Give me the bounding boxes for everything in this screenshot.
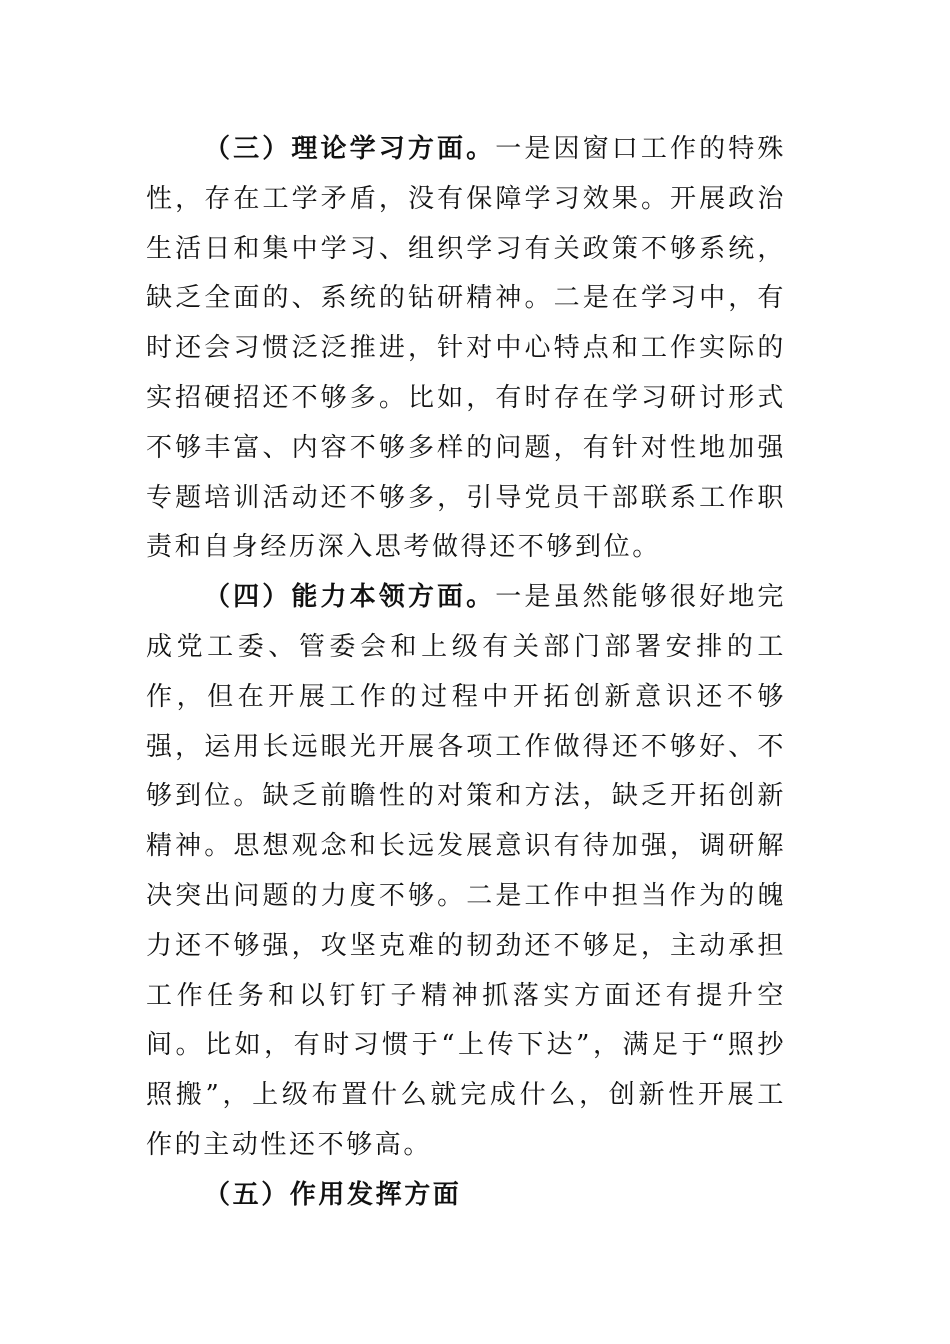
document-page [146, 125, 786, 1221]
paragraph-body: 一是因窗口工作的特殊性，存在工学矛盾，没有保障学习效果。开展政治生活日和集中学习、组织学习有关政策不够系统，缺乏全面的、系统的钻研精神。二是在学习中，有时还会习惯泛泛推进，针对中心特点和工作实际的实招硬招还不够多。比如，有时存在学习研讨形式不够丰富、内容不够多样的问题，有针对性地加强专题培训活动还不够多，引导党员干部联系工作职责和自身经历深入思考做得还不够到位。 [146, 134, 786, 563]
paragraph-ability [146, 573, 786, 1171]
paragraph-body: 一是虽然能够很好地完成党工委、管委会和上级有关部门部署安排的工作，但在开展工作的过程中开拓创新意识还不够强，运用长远眼光开展各项工作做得还不够好、不够到位。缺乏前瞻性的对策和方法，缺乏开拓创新精神。思想观念和长远发展意识有待加强，调研解决突出问题的力度不够。二是工作中担当作为的魄力还不够强，攻坚克难的韧劲还不够足，主动承担工作任务和以钉钉子精神抓落实方面还有提升空间。比如，有时习惯于“上传下达”，满足于“照抄照搬”，上级布置什么就完成什么，创新性开展工作的主动性还不够高。 [146, 582, 786, 1160]
section-heading: （五）作用发挥方面 [204, 1179, 462, 1210]
section-heading: （三）理论学习方面。 [204, 134, 496, 164]
section-heading: （四）能力本领方面。 [204, 582, 496, 613]
paragraph-role [146, 1171, 786, 1221]
paragraph-theory-study [146, 125, 786, 573]
